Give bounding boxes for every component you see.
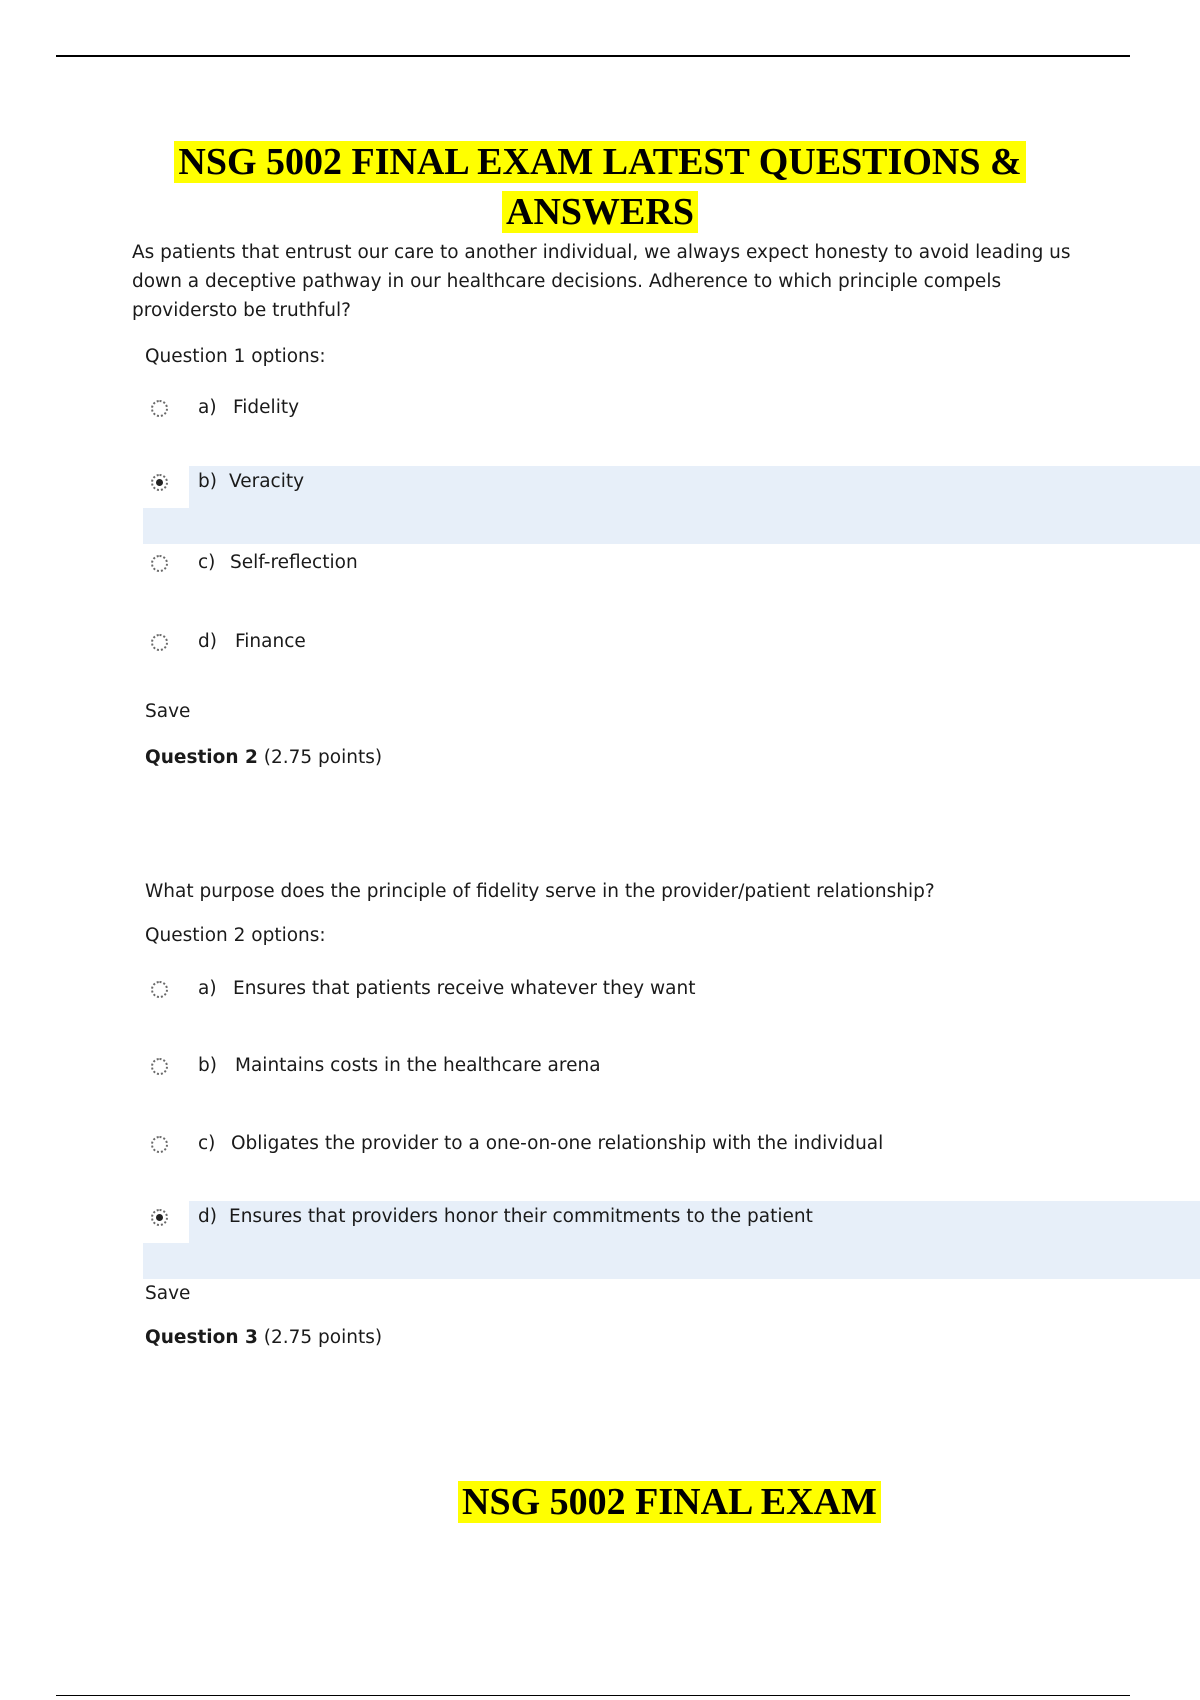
document-title (130, 137, 1070, 237)
radio-unselected-icon[interactable] (151, 634, 168, 651)
option-text: Obligates the provider to a one-on-one relationship with the individual (231, 1133, 884, 1154)
radio-dot (156, 1214, 163, 1221)
top-rule (56, 55, 1130, 57)
q1-option-d[interactable] (143, 626, 1200, 704)
q1-option-c[interactable] (143, 547, 1200, 625)
q1-save-button[interactable]: Save (145, 701, 191, 722)
question3-points: (2.75 points) (263, 1327, 383, 1348)
radio-selected-icon[interactable] (151, 1209, 168, 1226)
q2-option-b[interactable] (143, 1050, 1200, 1128)
option-text: Self-reflection (230, 552, 358, 573)
radio-unselected-icon[interactable] (151, 1058, 168, 1075)
question2-options-label: Question 2 options: (145, 925, 326, 946)
option-letter: c) (198, 552, 216, 573)
option-letter: b) (198, 1055, 217, 1076)
option-text: Ensures that patients receive whatever they want (233, 978, 696, 999)
q2-option-d[interactable] (143, 1201, 1200, 1279)
option-text: Maintains costs in the healthcare arena (235, 1055, 601, 1076)
radio-unselected-icon[interactable] (151, 555, 168, 572)
footer-title-text: NSG 5002 FINAL EXAM (458, 1481, 881, 1523)
question3-header (145, 1326, 382, 1350)
footer-title (458, 1478, 881, 1526)
q2-option-c[interactable] (143, 1128, 1200, 1206)
option-text: Fidelity (233, 397, 300, 418)
radio-selected-icon[interactable] (151, 474, 168, 491)
question2-prompt: What purpose does the principle of fidelity serve in the provider/patient relationship? (145, 881, 935, 902)
option-text: Veracity (229, 471, 305, 492)
option-letter: d) (198, 631, 217, 652)
option-letter: d) (198, 1206, 217, 1227)
option-letter: a) (198, 978, 217, 999)
question2-heading: Question 2 (145, 747, 258, 768)
question1-options-label: Question 1 options: (145, 346, 326, 367)
q2-save-button[interactable]: Save (145, 1283, 191, 1304)
option-text: Finance (235, 631, 306, 652)
radio-unselected-icon[interactable] (151, 400, 168, 417)
option-letter: b) (198, 471, 217, 492)
bottom-rule (56, 1695, 1130, 1696)
question3-heading: Question 3 (145, 1327, 258, 1348)
radio-dot (156, 479, 163, 486)
question1-prompt: As patients that entrust our care to another individual, we always expect honesty to avoid leading us down a deceptive pathway in our healthcare decisions. Adherence to which principle compels providersto be truthful? (132, 242, 1071, 321)
title-line-2: ANSWERS (502, 191, 698, 233)
q1-option-a[interactable] (143, 392, 1200, 470)
q1-option-b[interactable] (143, 466, 1200, 544)
title-line-1: NSG 5002 FINAL EXAM LATEST QUESTIONS & (174, 141, 1025, 183)
question2-header (145, 746, 382, 770)
option-letter: c) (198, 1133, 216, 1154)
q2-option-a[interactable] (143, 973, 1200, 1051)
option-letter: a) (198, 397, 217, 418)
radio-unselected-icon[interactable] (151, 981, 168, 998)
radio-unselected-icon[interactable] (151, 1136, 168, 1153)
question2-points: (2.75 points) (263, 747, 383, 768)
option-text: Ensures that providers honor their commitments to the patient (229, 1206, 813, 1227)
